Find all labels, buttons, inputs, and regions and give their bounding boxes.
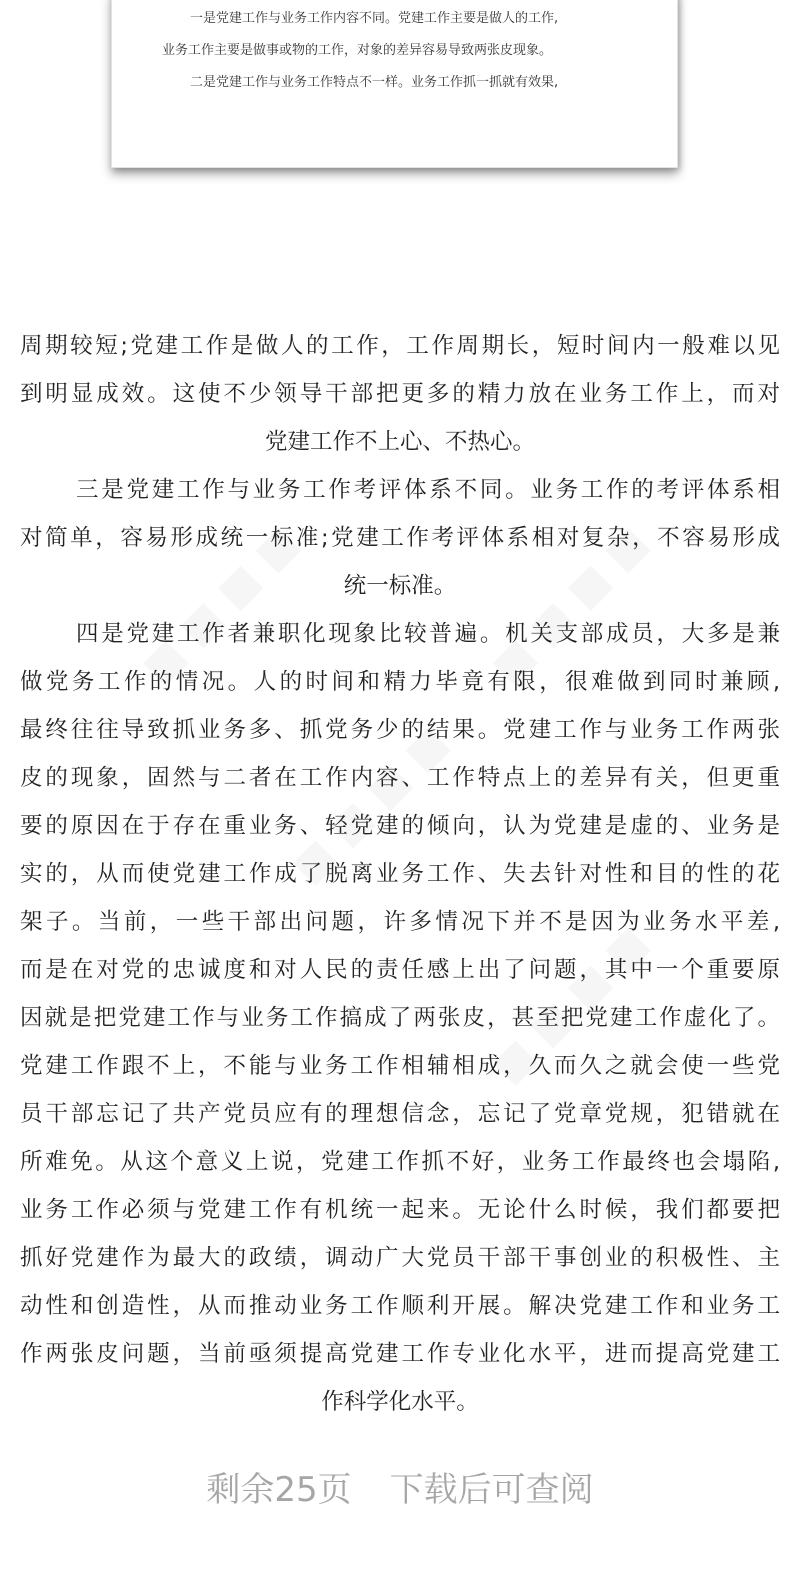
paragraph-line: 实的，从而使党建工作成了脱离业务工作、失去针对性和目的性的花 — [20, 861, 780, 887]
preview-line: 业务工作主要是做事或物的工作，对象的差异容易导致两张皮现象。 — [162, 43, 553, 58]
paragraph-line: 作科学化水平。 — [321, 1389, 479, 1415]
paragraph-line: 所难免。从这个意义上说，党建工作抓不好，业务工作最终也会塌陷, — [20, 1149, 780, 1175]
paragraph-line: 业务工作必须与党建工作有机统一起来。无论什么时候，我们都要把 — [20, 1197, 780, 1223]
paragraph-line: 皮的现象，固然与二者在工作内容、工作特点上的差异有关，但更重 — [20, 765, 780, 791]
paragraph-line: 三是党建工作与业务工作考评体系不同。业务工作的考评体系相 — [76, 477, 780, 503]
paragraph-line: 因就是把党建工作与业务工作搞成了两张皮，甚至把党建工作虚化了。 — [20, 1005, 780, 1031]
paragraph-line: 而是在对党的忠诚度和对人民的责任感上出了问题，其中一个重要原 — [20, 957, 780, 983]
paragraph-line: 周期较短;党建工作是做人的工作，工作周期长，短时间内一般难以见 — [20, 333, 780, 359]
remaining-pages-label: 剩余25页 — [206, 1470, 352, 1510]
paragraph-line: 动性和创造性，从而推动业务工作顺利开展。解决党建工作和业务工 — [20, 1293, 780, 1319]
preview-line: 二是党建工作与业务工作特点不一样。业务工作抓一抓就有效果, — [190, 75, 559, 90]
download-prompt[interactable] — [0, 1468, 800, 1512]
paragraph-line: 员干部忘记了共产党员应有的理想信念，忘记了党章党规，犯错就在 — [20, 1101, 780, 1127]
paragraph-line: 党建工作跟不上，不能与业务工作相辅相成，久而久之就会使一些党 — [20, 1053, 780, 1079]
download-to-view-label: 下载后可查阅 — [389, 1470, 594, 1510]
preview-line: 一是党建工作与业务工作内容不同。党建工作主要是做人的工作, — [190, 11, 559, 26]
paragraph-line: 要的原因在于存在重业务、轻党建的倾向，认为党建是虚的、业务是 — [20, 813, 780, 839]
document-body — [20, 322, 780, 1426]
paragraph-line: 四是党建工作者兼职化现象比较普遍。机关支部成员，大多是兼 — [76, 621, 780, 647]
paragraph-line: 最终往往导致抓业务多、抓党务少的结果。党建工作与业务工作两张 — [20, 717, 780, 743]
paragraph-line: 党建工作不上心、不热心。 — [264, 429, 535, 455]
paragraph-line: 对简单，容易形成统一标准;党建工作考评体系相对复杂，不容易形成 — [20, 525, 780, 551]
paragraph-line: 到明显成效。这使不少领导干部把更多的精力放在业务工作上，而对 — [20, 381, 780, 407]
paragraph-line: 作两张皮问题，当前亟须提高党建工作专业化水平，进而提高党建工 — [20, 1341, 780, 1367]
paragraph-line: 抓好党建作为最大的政绩，调动广大党员干部干事创业的积极性、主 — [20, 1245, 780, 1271]
paragraph-line: 架子。当前，一些干部出问题，许多情况下并不是因为业务水平差, — [20, 909, 780, 935]
document-preview-card — [111, 0, 678, 168]
paragraph-line: 统一标准。 — [343, 573, 457, 599]
paragraph-line: 做党务工作的情况。人的时间和精力毕竟有限，很难做到同时兼顾, — [20, 669, 780, 695]
